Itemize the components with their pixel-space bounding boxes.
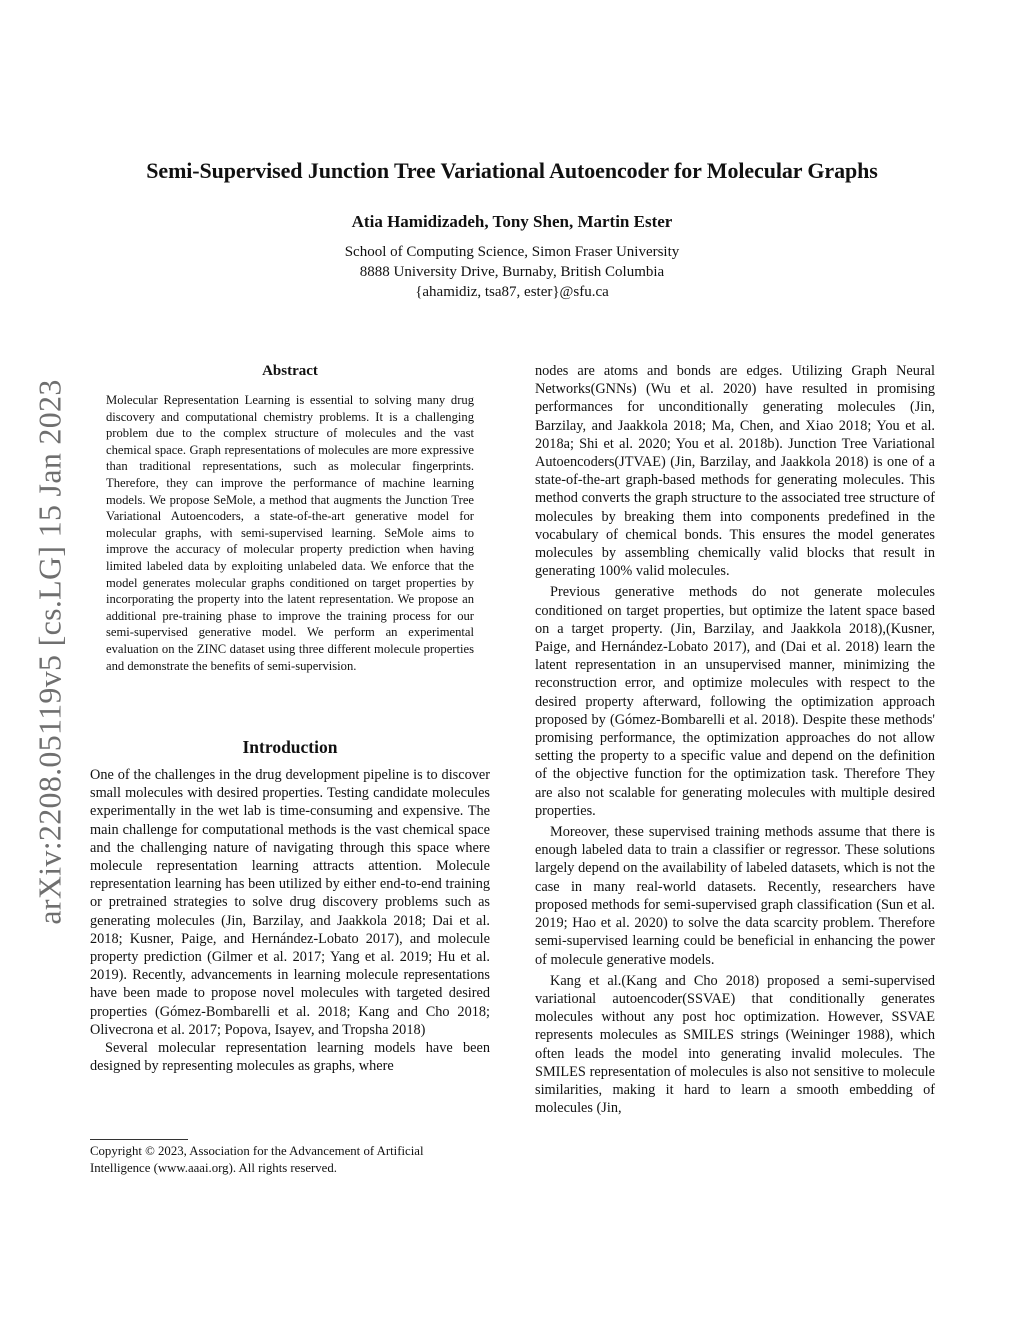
copyright-footnote	[90, 1143, 490, 1176]
intro-paragraph-1: One of the challenges in the drug development pipeline is to discover small molecules with desired properties. Testing candidate molecules experimentally in the wet lab is time-consuming and expensive. The main challenge for computational methods is the vast chemical space and the challenging nature of navigating through this space where molecule representation learning attracts attention. Molecule representation learning has been utilized by either end-to-end training or pretrained strategies to solve drug discovery problems such as generating molecules (Jin, Barzilay, and Jaakkola 2018; Dai et al. 2018; Kusner, Paige, and Hernández-Lobato 2017), and molecule property prediction (Gilmer et al. 2017; Yang et al. 2019; Hu et al. 2019). Recently, advancements in learning molecule representations have been made to propose novel molecules with targeted desired properties (Gómez-Bombarelli et al. 2018; Kang and Cho 2018; Olivecrona et al. 2017; Popova, Isayev, and Tropsha 2018)	[90, 767, 490, 1038]
footnote-line-1: Copyright © 2023, Association for the Advancement of Artificial	[90, 1144, 424, 1158]
arxiv-sidebar	[30, 362, 70, 942]
abstract-heading: Abstract	[262, 363, 318, 379]
intro-paragraph-2: Several molecular representation learning models have been designed by representing molecules as graphs, where	[90, 1040, 490, 1075]
affiliation-line-2: 8888 University Drive, Burnaby, British Columbia	[359, 264, 665, 280]
abstract-text: Molecular Representation Learning is essential to solving many drug discovery and computational chemistry problems. It is a challenging problem due to the complex structure of molecules and the vast chemical space. Graph representations of molecules are more expressive than traditional representations, such as molecular fingerprints. Therefore, they can improve the performance of machine learning models. We propose SeMole, a method that augments the Junction Tree Variational Autoencoders, a state-of-the-art generative model for molecular graphs, with semi-supervised learning. SeMole aims to improve the accuracy of molecular property prediction when having limited labeled data by exploiting unlabeled data. We enforce that the model generates molecular graphs conditioned on target properties by incorporating the property into the latent representation. We propose an additional pre-training phase to improve the training process for our semi-supervised generative model. We perform an experimental evaluation on the ZINC dataset using three different molecule properties and demonstrate the benefits of semi-supervision.	[106, 393, 474, 673]
right-paragraph-4: Kang et al.(Kang and Cho 2018) proposed a semi-supervised variational autoencoder(SSVAE) that conditionally generates molecules without any post hoc optimization. However, SSVAE represents molecules as SMILES strings (Weininger 1988), which often leads the model into generating invalid molecules. The SMILES representation of molecules is also not sensitive to molecule similarities, making it hard to learn a smooth embedding of molecules (Jin,	[535, 972, 935, 1117]
arxiv-identifier: arXiv:2208.05119v5 [cs.LG] 15 Jan 2023	[31, 379, 68, 925]
author-list: Atia Hamidizadeh, Tony Shen, Martin Ester	[351, 212, 673, 231]
right-paragraph-3: Moreover, these supervised training methods assume that there is enough labeled data to train a classifier or regressor. These solutions largely depend on the availability of labeled datasets, which is not the case in many real-world datasets. Recently, researchers have proposed methods for semi-supervised graph classification (Sun et al. 2019; Hao et al. 2020) to solve the data scarcity problem. Therefore semi-supervised learning could be beneficial in enhancing the power of molecule generative models.	[535, 824, 935, 968]
paper-title: Semi-Supervised Junction Tree Variational Autoencoder for Molecular Graphs	[146, 158, 878, 183]
right-paragraph-1: nodes are atoms and bonds are edges. Utilizing Graph Neural Networks(GNNs) (Wu et al. 2020) have resulted in promising performances for unconditionally generating molecules (Jin, Barzilay, and Jaakkola 2018; Ma, Chen, and Xiao 2018; You et al. 2018a; Shi et al. 2020; You et al. 2018b). Junction Tree Variational Autoencoders(JTVAE) (Jin, Barzilay, and Jaakkola 2018) is one of a state-of-the-art graph-based methods for generating molecules. This method converts the graph structure to the associated tree structure of molecules by breaking them into components predefined in the vocabulary of chemical bonds. This ensures the model generates molecules by assembling chemically valid blocks that result in generating 100% valid molecules.	[535, 363, 935, 580]
footnote-line-2: Intelligence (www.aaai.org). All rights reserved.	[90, 1160, 337, 1175]
right-column	[535, 362, 935, 1117]
affiliation-emails: {ahamidiz, tsa87, ester}@sfu.ca	[415, 284, 609, 300]
right-paragraph-2: Previous generative methods do not generate molecules conditioned on target properties, but optimize the latent space based on a target property. (Jin, Barzilay, and Jaakkola 2018),(Kusner, Paige, and Hernández-Lobato 2017), and (Dai et al. 2018) learn the latent representation in an unsupervised manner, minimizing the reconstruction error, and optimize molecules with respect to the desired property afterward, following the optimization approach proposed by (Gómez-Bombarelli et al. 2018). Despite these methods' promising performance, the optimization approaches do not allow setting the property to a specific value and depend on the definition of the objective function for the optimization task. Therefore They are also not scalable for generating molecules with multiple desired properties.	[535, 584, 935, 819]
introduction-heading: Introduction	[242, 737, 338, 757]
introduction-body	[90, 766, 490, 1075]
affiliation-line-1: School of Computing Science, Simon Fraser University	[344, 244, 680, 260]
footnote-divider	[90, 1139, 188, 1140]
